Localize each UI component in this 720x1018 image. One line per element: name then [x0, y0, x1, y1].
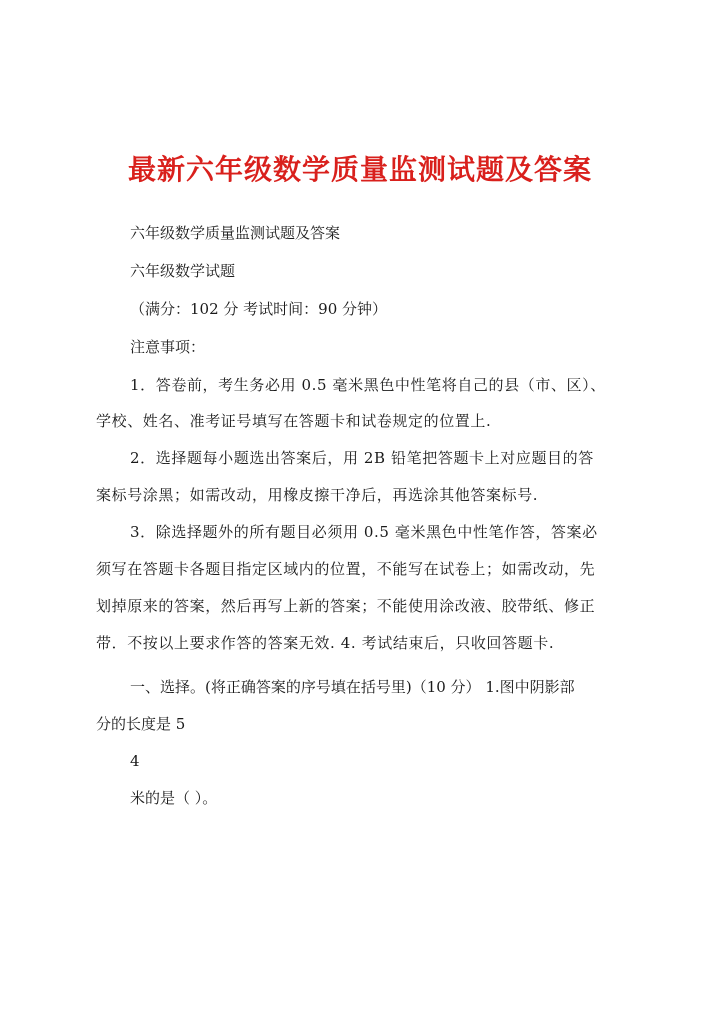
notice-heading: 注意事项： [130, 338, 206, 356]
notice-item-3-line-4: 带．不按以上要求作答的答案无效. 4. 考试结束后，只收回答题卡. [96, 634, 555, 652]
subtitle-line: 六年级数学质量监测试题及答案 [130, 224, 341, 242]
notice-item-3-line-1: 3．除选择题外的所有题目必须用 0.5 毫米黑色中性笔作答，答案必 [130, 523, 598, 541]
question-section-line-2: 分的长度是 5 [96, 715, 186, 733]
document-title: 最新六年级数学质量监测试题及答案 [127, 153, 592, 186]
question-section-line-1: 一、选择。(将正确答案的序号填在括号里)（10 分） 1.图中阴影部 [130, 678, 575, 696]
notice-item-3-line-3: 划掉原来的答案，然后再写上新的答案；不能使用涂改液、胶带纸、修正 [96, 597, 596, 615]
notice-item-3-line-2: 须写在答题卡各题目指定区域内的位置，不能写在试卷上；如需改动，先 [96, 560, 596, 578]
notice-item-1-line-1: 1．答卷前，考生务必用 0.5 毫米黑色中性笔将自己的县（市、区）、 [130, 376, 606, 394]
notice-item-2-line-2: 案标号涂黑；如需改动，用橡皮擦干净后，再选涂其他答案标号. [96, 486, 539, 504]
question-fraction-denominator: 4 [130, 752, 140, 770]
notice-item-2-line-1: 2．选择题每小题选出答案后，用 2B 铅笔把答题卡上对应题目的答 [130, 449, 594, 467]
exam-info: （满分：102 分 考试时间：90 分钟） [130, 300, 388, 318]
question-line-end: 米的是（ ）。 [130, 789, 218, 807]
section-heading: 六年级数学试题 [130, 262, 236, 280]
notice-item-1-line-2: 学校、姓名、准考证号填写在答题卡和试卷规定的位置上. [96, 412, 492, 430]
